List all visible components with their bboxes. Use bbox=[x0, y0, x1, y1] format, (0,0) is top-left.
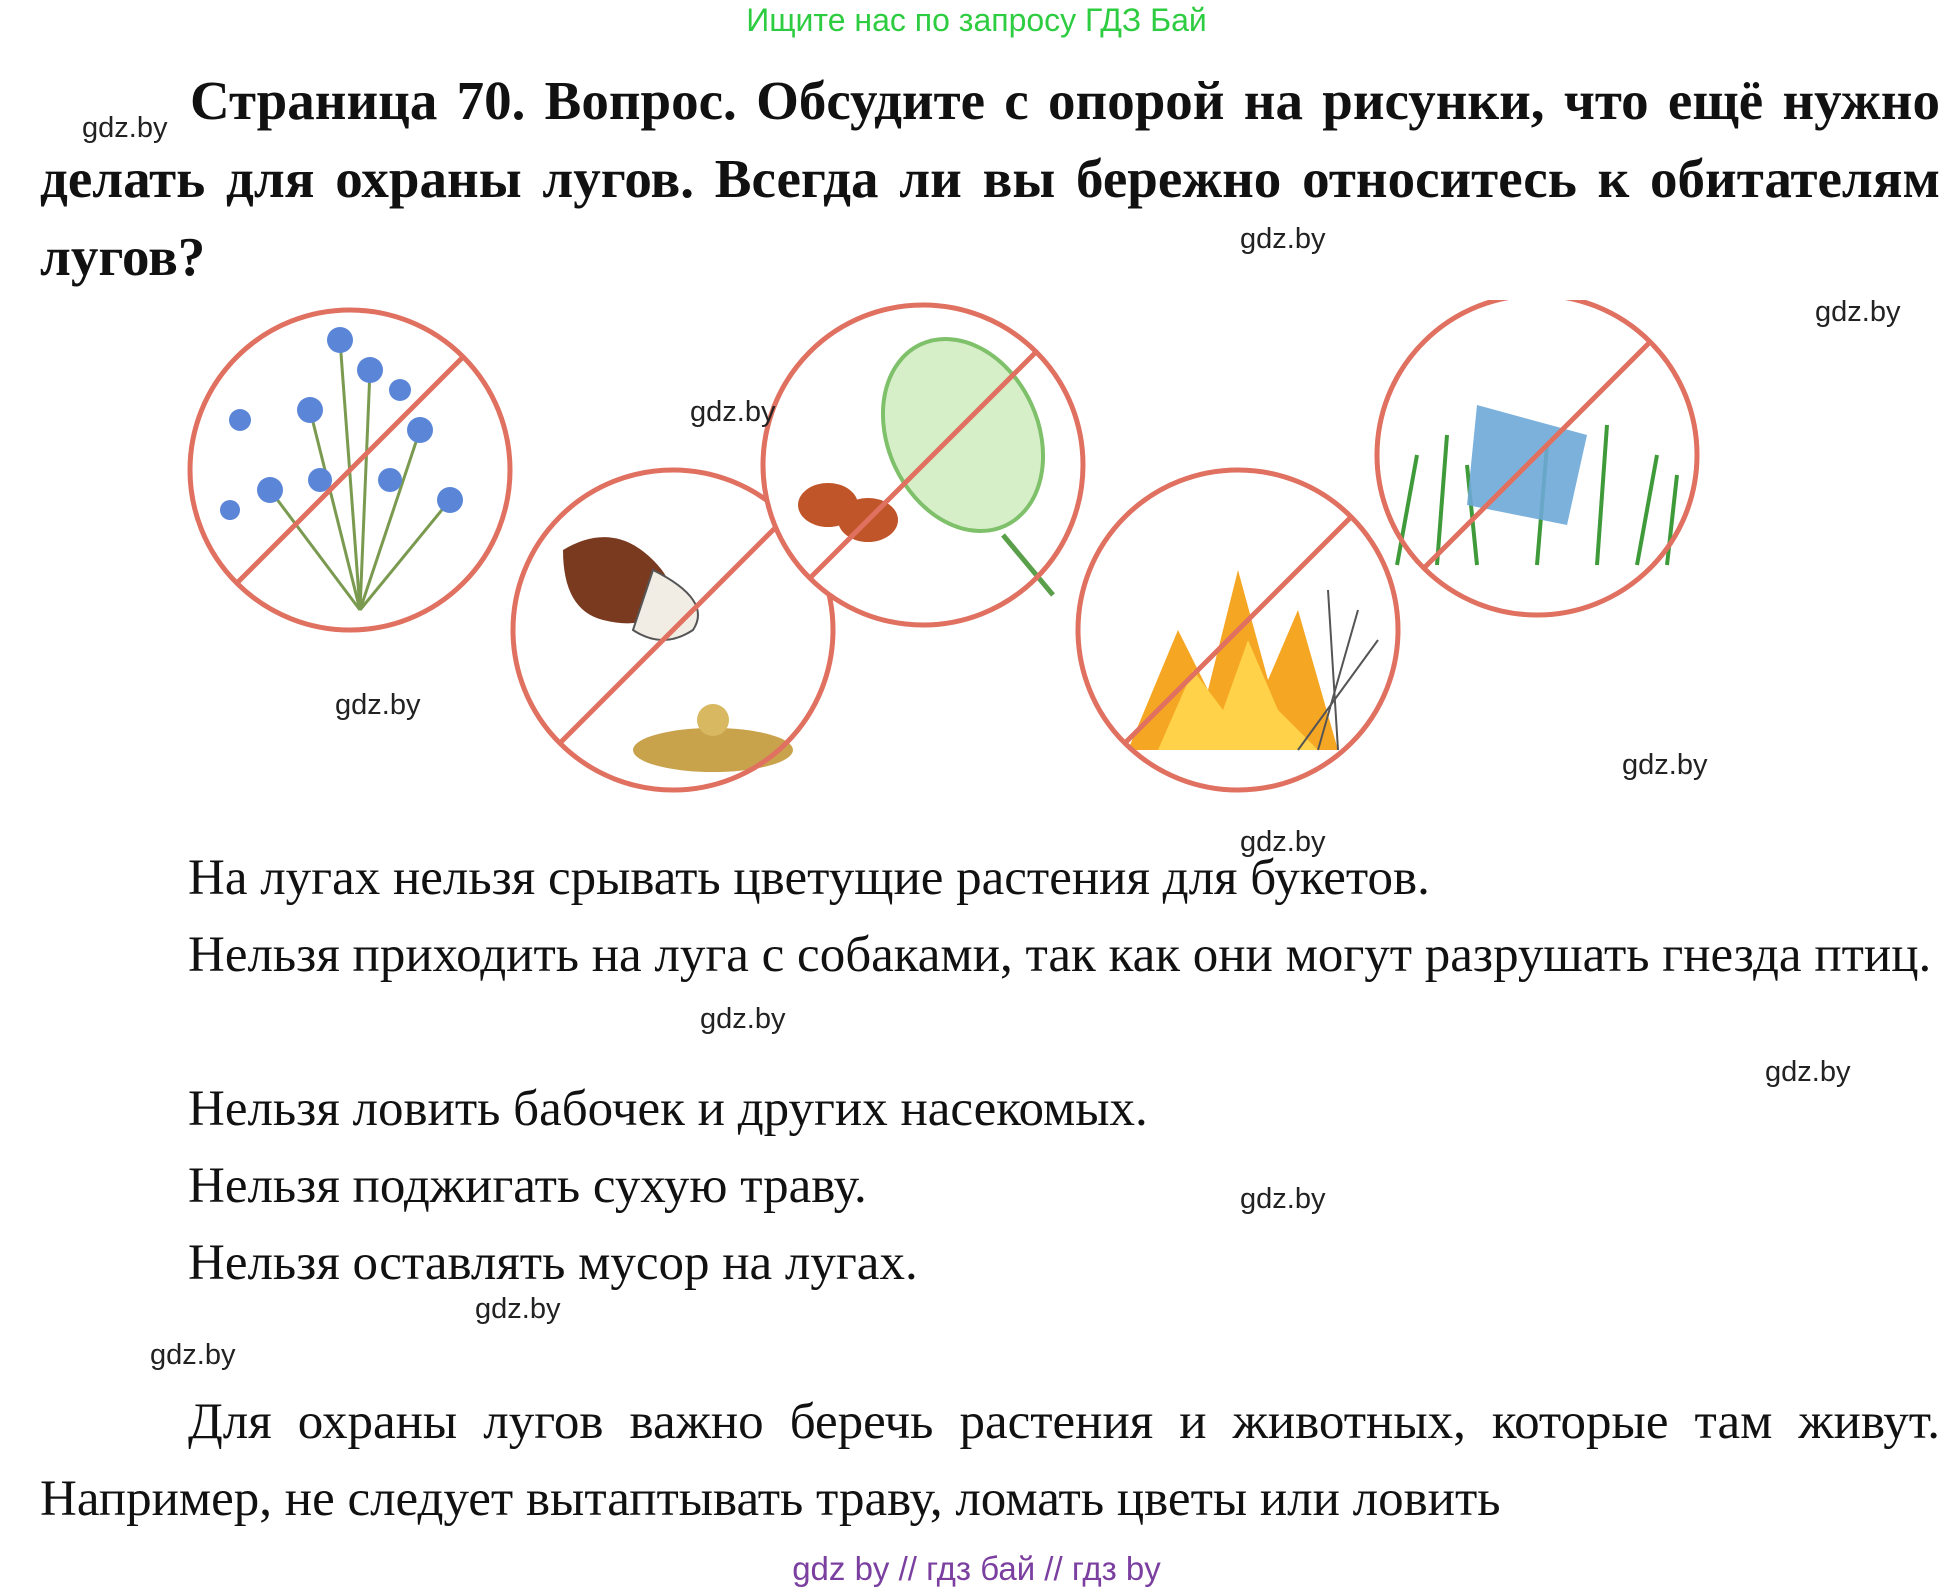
answer-3: Нельзя ловить бабочек и других насекомых. bbox=[188, 1081, 1148, 1137]
answer-1: На лугах нельзя срывать цветущие растения для букетов. bbox=[188, 850, 1430, 906]
watermark: gdz.by bbox=[1240, 1183, 1326, 1215]
watermark: gdz.by bbox=[700, 1003, 786, 1035]
watermark: gdz.by bbox=[1765, 1056, 1851, 1088]
watermark: gdz.by bbox=[82, 112, 168, 144]
watermark: gdz.by bbox=[1622, 749, 1708, 781]
conclusion-paragraph: Для охраны лугов важно беречь растения и животных, которые там живут. Например, не следует вытаптывать траву, ломать цветы или ловить bbox=[40, 1394, 1940, 1527]
watermark: gdz.by bbox=[475, 1293, 561, 1325]
no-butterfly-net-icon bbox=[763, 305, 1083, 625]
answer-5: Нельзя оставлять мусор на лугах. bbox=[188, 1235, 918, 1291]
watermark: gdz.by bbox=[1240, 826, 1326, 858]
watermark: gdz.by bbox=[690, 396, 776, 428]
no-bouquet-flowers-icon bbox=[190, 310, 510, 630]
prohibition-illustrations bbox=[185, 300, 1825, 840]
watermark: gdz.by bbox=[335, 689, 421, 721]
search-banner[interactable]: Ищите нас по запросу ГДЗ Бай bbox=[746, 2, 1207, 38]
no-grass-burning-icon bbox=[1078, 470, 1398, 790]
question-title: Страница 70. Вопрос. Обсудите с опорой на рисунки, что ещё нужно делать для охраны лугов. Всегда ли вы бережно относитесь к обитателям лугов? bbox=[40, 70, 1940, 287]
footer-links[interactable]: gdz by // гдз бай // гдз by bbox=[792, 1550, 1161, 1587]
watermark: gdz.by bbox=[1815, 296, 1901, 328]
no-litter-cup-icon bbox=[1377, 300, 1697, 615]
watermark: gdz.by bbox=[150, 1339, 236, 1371]
answer-4: Нельзя поджигать сухую траву. bbox=[188, 1158, 867, 1214]
answer-2: Нельзя приходить на луга с собаками, так как они могут разрушать гнезда птиц. bbox=[188, 927, 1932, 983]
watermark: gdz.by bbox=[1240, 223, 1326, 255]
